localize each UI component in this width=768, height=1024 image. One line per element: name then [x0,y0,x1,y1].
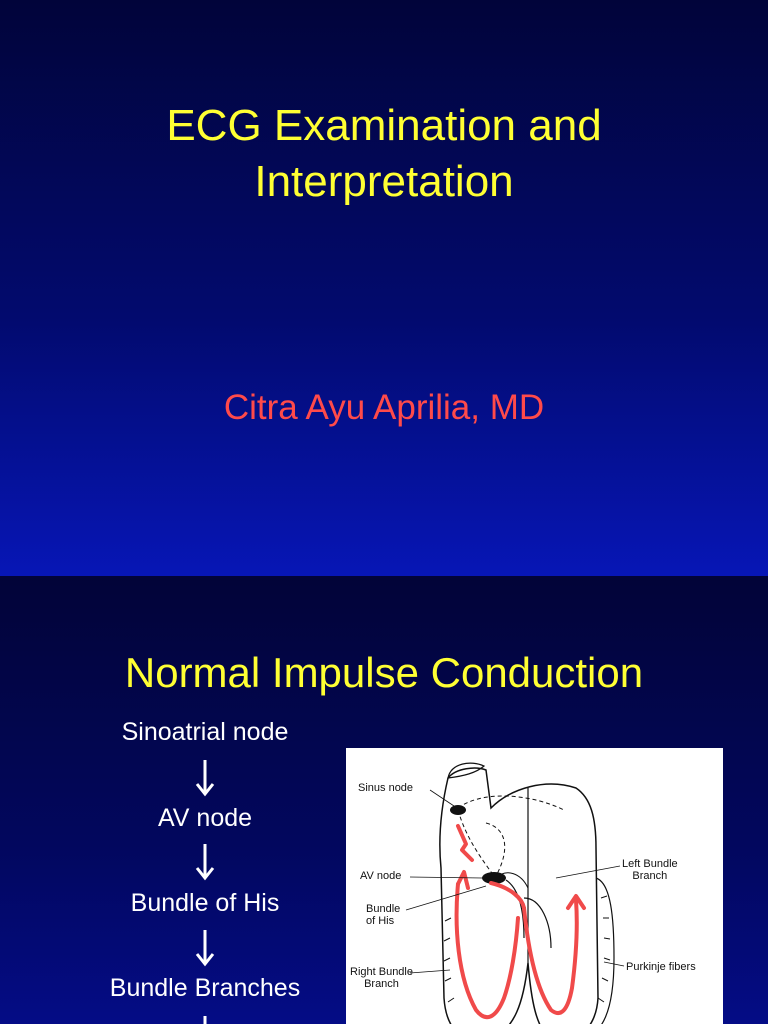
label-right-bundle-branch: Right Bundle Branch [350,966,413,990]
title-line-1: ECG Examination and [166,101,602,150]
down-arrow-icon [190,928,220,968]
slide-title [0,98,768,210]
down-arrow-icon [190,758,220,798]
label-sinus-node: Sinus node [358,782,414,794]
conduction-title: Normal Impulse Conduction [124,649,644,696]
author-name: Citra Ayu Aprilia, MD [223,388,545,427]
down-arrow-icon [190,1014,220,1024]
flow-step-sinoatrial: Sinoatrial node [121,718,289,746]
title-line-2: Interpretation [254,157,514,206]
conduction-slide [0,576,768,1024]
label-left-bundle-branch: Left Bundle Branch [622,858,678,882]
heart-conduction-diagram [346,748,723,1024]
label-av-node: AV node [360,870,402,882]
label-purkinje-fibers: Purkinje fibers [626,961,696,973]
flow-step-av-node: AV node [157,804,253,832]
flow-step-bundle-branches: Bundle Branches [109,974,301,1002]
flow-step-bundle-of-his: Bundle of His [130,889,280,917]
label-bundle-of-his: Bundle of His [366,903,401,927]
down-arrow-icon [190,842,220,882]
